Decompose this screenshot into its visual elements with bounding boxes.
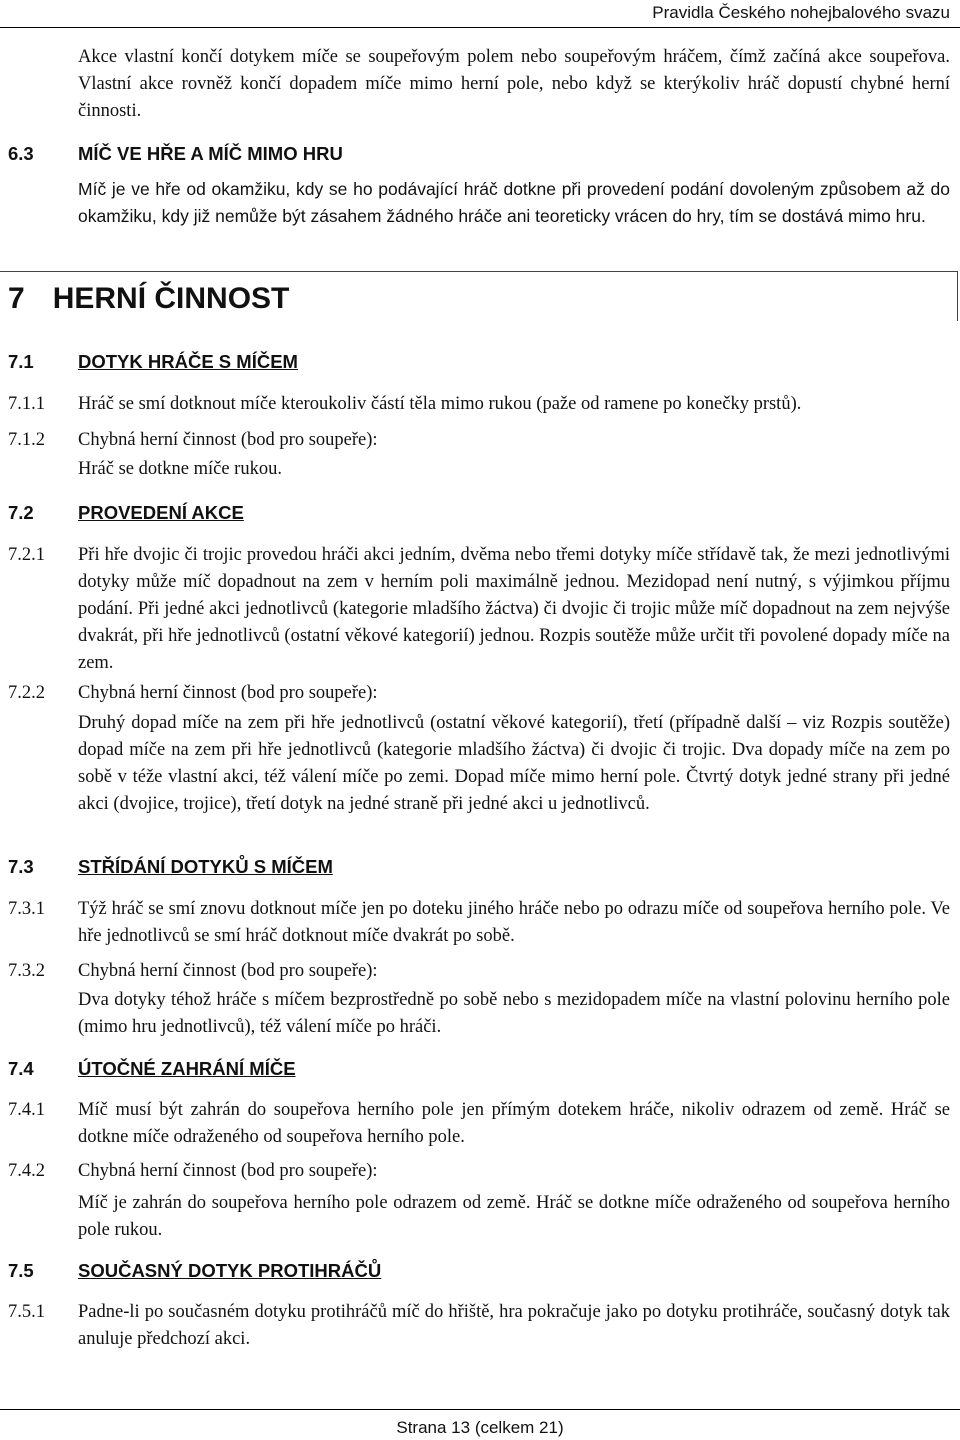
item-number: 7.3.2 [8, 961, 45, 981]
section-number-7-4: 7.4 [8, 1058, 34, 1079]
page-number-footer: Strana 13 (celkem 21) [396, 1418, 564, 1437]
item-subtext: Druhý dopad míče na zem při hře jednotlivců (ostatní věkové kategorií), třetí (případně další – viz Rozpis soutěže) dopad míče na zem při hře jednotlivců (kategorie mladšího žáctva) či dvojic či trojic. Dva dopady míče na zem po sobě v téže vlastní akci, též válení míče po zemi. Dopad míče mimo herní pole. Čtvrtý dotyk jedné strany při jedné akci (dvojice, trojice), třetí dotyk na jedné straně při jedné akci u jednotlivců. [78, 713, 950, 814]
section-title-7-3: STŘÍDÁNÍ DOTYKŮ S MÍČEM [78, 856, 333, 877]
chapter-name: HERNÍ ČINNOST [52, 282, 290, 315]
item-subtext: Hráč se dotkne míče rukou. [78, 459, 282, 479]
item-number: 7.3.1 [8, 899, 45, 919]
item-text: Chybná herní činnost (bod pro soupeře): [78, 1161, 378, 1181]
section-6-3-text: Míč je ve hře od okamžiku, kdy se ho podávající hráč dotkne při provedení podání dovoleným způsobem až do okamžiku, kdy již nemůže být zásahem žádného hráče ani teoreticky vrácen do hry, tím se dostává mimo hru. [78, 179, 950, 226]
item-subtext: Míč je zahrán do soupeřova herního pole odrazem od země. Hráč se dotkne míče odraženého od soupeřova herního pole rukou. [78, 1193, 950, 1240]
section-title-7-4: ÚTOČNÉ ZAHRÁNÍ MÍČE [78, 1058, 296, 1079]
intro-paragraph: Akce vlastní končí dotykem míče se soupeřovým polem nebo soupeřovým hráčem, čímž začíná akce soupeřova. Vlastní akce rovněž končí dopadem míče mimo herní pole, nebo když se kterýkoliv hráč dopustí chybné herní činnosti. [78, 47, 950, 121]
section-number-7-5: 7.5 [8, 1260, 34, 1281]
section-number-7-2: 7.2 [8, 502, 34, 523]
section-number-7-3: 7.3 [8, 856, 34, 877]
section-number-7-1: 7.1 [8, 351, 34, 372]
item-text: Padne-li po současném dotyku protihráčů míč do hřiště, hra pokračuje jako po dotyku protihráče, současný dotyk tak anuluje předchozí akci. [78, 1302, 950, 1349]
item-text: Chybná herní činnost (bod pro soupeře): [78, 683, 378, 703]
footer-divider [0, 1409, 960, 1410]
item-number: 7.4.2 [8, 1161, 45, 1181]
item-text: Týž hráč se smí znovu dotknout míče jen po doteku jiného hráče nebo po odrazu míče od soupeřova herního pole. Ve hře jednotlivců se smí hráč dotknout míče dvakrát po sobě. [78, 899, 950, 946]
item-number: 7.2.1 [8, 545, 45, 565]
chapter-number: 7 [8, 282, 25, 315]
item-text: Chybná herní činnost (bod pro soupeře): [78, 430, 378, 450]
item-number: 7.2.2 [8, 683, 45, 703]
item-subtext: Dva dotyky téhož hráče s míčem bezprostředně po sobě nebo s mezidopadem míče na vlastní polovinu herního pole (mimo hru jednotlivců), též válení míče po hráči. [78, 990, 950, 1037]
section-title-7-1: DOTYK HRÁČE S MÍČEM [78, 351, 298, 372]
chapter-title [8, 282, 289, 316]
item-text: Chybná herní činnost (bod pro soupeře): [78, 961, 378, 981]
section-title-7-5: SOUČASNÝ DOTYK PROTIHRÁČŮ [78, 1260, 382, 1281]
item-number: 7.1.2 [8, 430, 45, 450]
running-header: Pravidla Českého nohejbalového svazu [652, 3, 950, 22]
item-text: Hráč se smí dotknout míče kteroukoliv částí těla mimo rukou (paže od ramene po konečky prstů). [78, 394, 802, 414]
item-number: 7.5.1 [8, 1302, 45, 1322]
item-number: 7.1.1 [8, 394, 45, 414]
chapter-heading-box [0, 271, 958, 321]
section-title-6-3: MÍČ VE HŘE A MÍČ MIMO HRU [78, 143, 343, 164]
section-title-7-2: PROVEDENÍ AKCE [78, 502, 244, 523]
item-number: 7.4.1 [8, 1100, 45, 1120]
item-text: Při hře dvojic či trojic provedou hráči akci jedním, dvěma nebo třemi dotyky míče střídavě tak, že mezi jednotlivými dotyky může míč dopadnout na zem v herním poli maximálně jednou. Mezidopad není nutný, s výjimkou příjmu podání. Při jedné akci jednotlivců (kategorie mladšího žáctva) či dvojic či trojic může míč dopadnout na zem nejvýše dvakrát, při hře jednotlivců (ostatní věkové kategorií) jednou. Rozpis soutěže může určit tři povolené dopady míče na zem. [78, 545, 950, 673]
section-number-6-3: 6.3 [8, 143, 34, 164]
header-divider [0, 27, 960, 28]
item-text: Míč musí být zahrán do soupeřova herního pole jen přímým dotekem hráče, nikoliv odrazem od země. Hráč se dotkne míče odraženého od soupeřova herního pole. [78, 1100, 950, 1147]
